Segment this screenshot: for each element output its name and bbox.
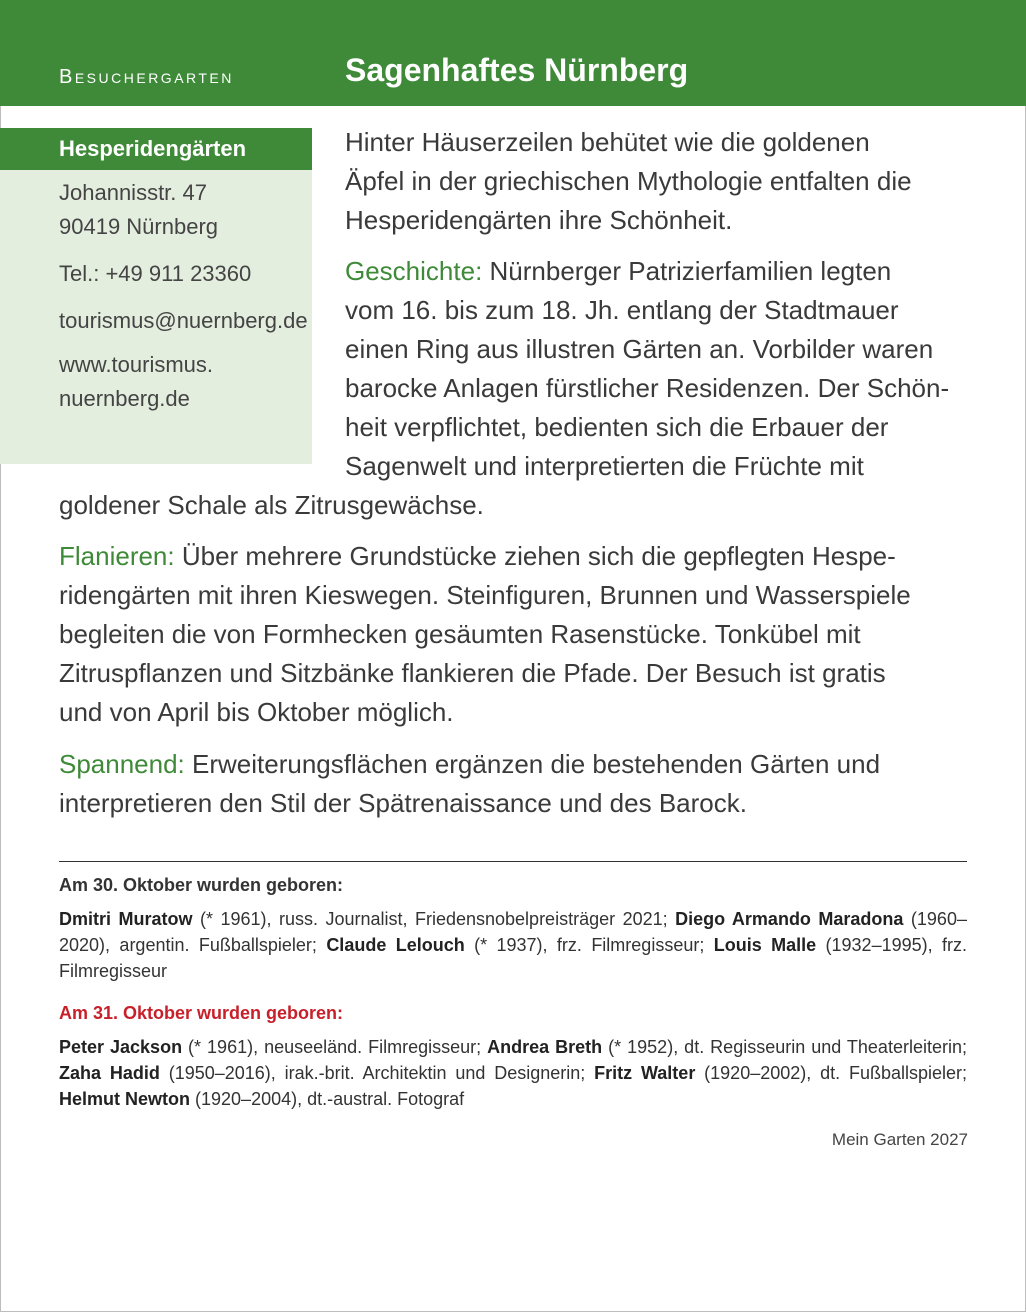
geschichte-first: Nürnberger Patrizierfamilien legten [482,256,892,286]
person-name: Zaha Hadid [59,1063,160,1083]
person-details: (1920–2004), dt.-austral. Fotograf [190,1089,465,1109]
person-details: (1960–2020), argentin. Fußballspieler; [59,909,967,955]
intro-paragraph [345,123,912,240]
spannend-label: Spannend: [59,749,185,779]
person-details: (* 1961), russ. Journalist, Friedensnobelpreisträger 2021; [192,909,676,929]
intro-line: Äpfel in der griechischen Mythologie entfalten die [345,166,912,196]
birthday-list-31 [59,1034,967,1112]
geschichte-label: Geschichte: [345,256,483,286]
person-name: Claude Lelouch [326,935,465,955]
spannend-first: Erweiterungsflächen ergänzen die bestehenden Gärten und [184,749,881,779]
person-name: Andrea Breth [487,1037,603,1057]
person-details: (* 1937), frz. Filmregisseur; [464,935,714,955]
geschichte-paragraph [345,252,949,486]
person-details: (1920–2002), dt. Fußballspieler; [695,1063,968,1083]
spannend-line: interpretieren den Stil der Spätrenaissance und des Barock. [59,788,747,818]
website-line2: nuernberg.de [59,386,190,411]
person-details: (1932–1995), frz. Filmregisseur [59,935,968,981]
person-name: Helmut Newton [59,1089,191,1109]
person-name: Fritz Walter [594,1063,696,1083]
person-details: (1950–2016), irak.-brit. Architektin und Designerin; [159,1063,595,1083]
person-name: Louis Malle [713,935,817,955]
flanieren-line: Zitruspflanzen und Sitzbänke flankieren die Pfade. Der Besuch ist gratis [59,658,886,688]
intro-line: Hinter Häuserzeilen behütet wie die goldenen [345,127,870,157]
person-details: (* 1961), neuseeländ. Filmregisseur; [182,1037,488,1057]
intro-line: Hesperidengärten ihre Schönheit. [345,205,733,235]
phone: Tel.: +49 911 23360 [59,261,252,286]
person-name: Diego Armando Maradona [675,909,904,929]
divider [59,861,967,862]
section-label: besuchergarten [59,58,234,89]
garden-name: Hesperidengärten [0,128,312,170]
website-line1: www.tourismus. [59,352,214,377]
flanieren-paragraph [59,537,911,732]
email: tourismus@nuernberg.de [59,308,308,333]
info-box [0,128,312,464]
geschichte-line: heit verpflichtet, bedienten sich die Erbauer der [345,412,889,442]
geschichte-line: goldener Schale als Zitrusgewächse. [59,490,484,520]
person-details: (* 1952), dt. Regisseurin und Theaterleiterin; [602,1037,967,1057]
flanieren-first: Über mehrere Grundstücke ziehen sich die gepflegten Hespe- [174,541,896,571]
person-name: Peter Jackson [59,1037,183,1057]
geschichte-line: Sagenwelt und interpretierten die Früchte mit [345,451,864,481]
address-city: 90419 Nürnberg [59,214,219,239]
footer-credit: Mein Garten 2027 [831,1130,968,1149]
page-title: Sagenhaftes Nürnberg [345,52,689,88]
page-header [0,0,1026,106]
birthday-list-30 [59,906,967,984]
flanieren-line: ridengärten mit ihren Kieswegen. Steinfiguren, Brunnen und Wasserspiele [59,580,911,610]
geschichte-line: barocke Anlagen fürstlicher Residenzen. Der Schön- [345,373,950,403]
person-name: Dmitri Muratow [59,909,193,929]
geschichte-line: einen Ring aus illustren Gärten an. Vorbilder waren [345,334,934,364]
flanieren-line: begleiten die von Formhecken gesäumten Rasenstücke. Tonkübel mit [59,619,861,649]
geschichte-continuation [59,486,484,525]
spannend-paragraph [59,745,880,823]
birthday-heading-31: Am 31. Oktober wurden geboren: [59,1003,344,1023]
flanieren-line: und von April bis Oktober möglich. [59,697,454,727]
address-street: Johannisstr. 47 [59,180,207,205]
birthday-heading-30: Am 30. Oktober wurden geboren: [59,875,344,895]
geschichte-line: vom 16. bis zum 18. Jh. entlang der Stadtmauer [345,295,899,325]
flanieren-label: Flanieren: [59,541,175,571]
